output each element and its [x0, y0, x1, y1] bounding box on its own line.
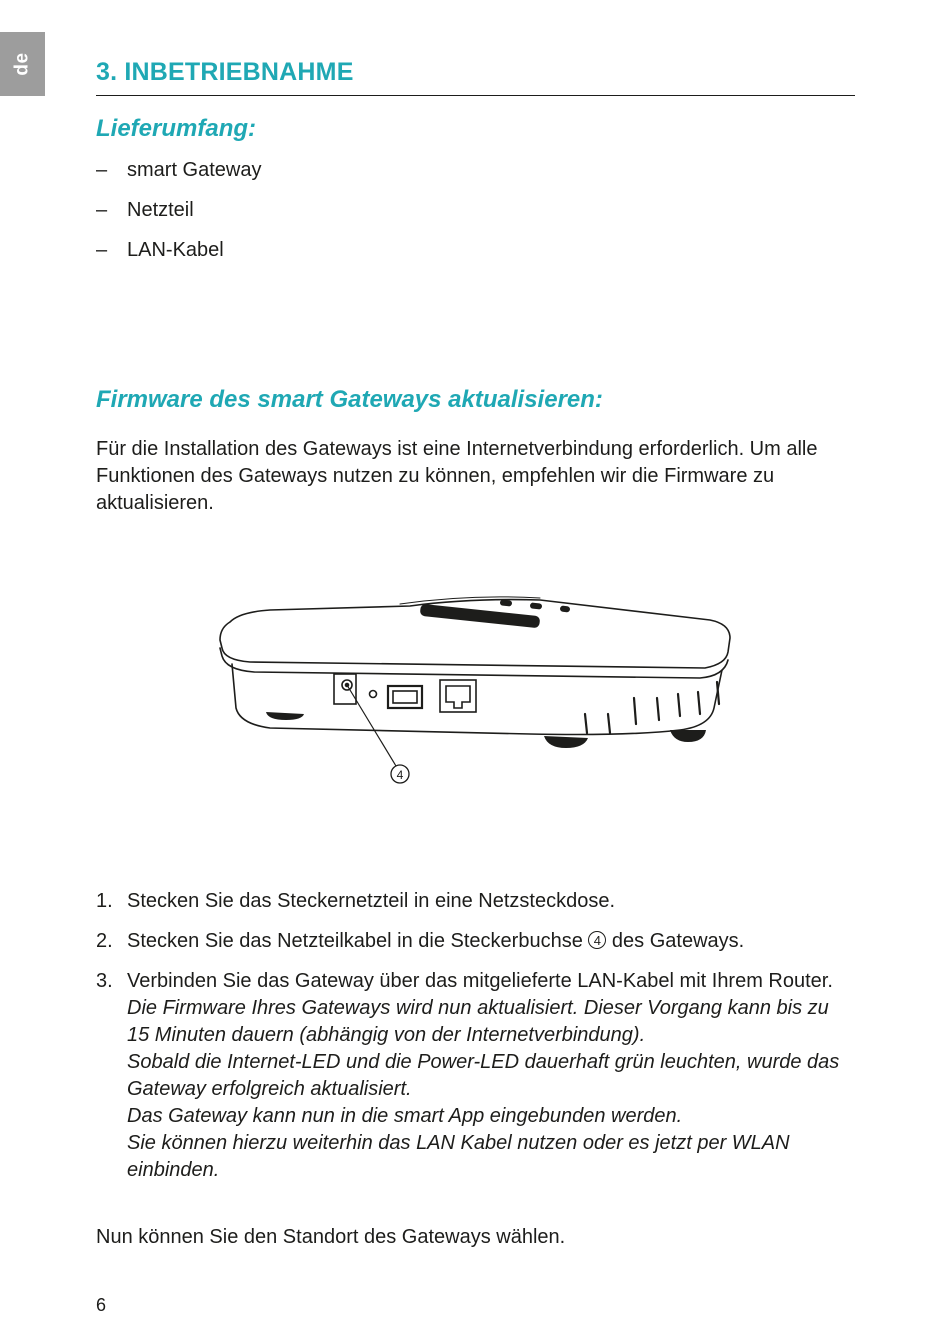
step-note: Die Firmware Ihres Gateways wird nun aktualisiert. Dieser Vorgang kann bis zu 15 Minuten dauern (abhängig von der Internetverbindung). — [127, 997, 829, 1046]
gateway-foot — [266, 712, 304, 720]
callout-reference: 4 — [588, 931, 606, 949]
dash-marker: – — [96, 159, 108, 181]
step-number: 3. — [96, 970, 113, 992]
language-label: de — [11, 52, 33, 76]
step-note: Das Gateway kann nun in die smart App eingebunden werden. — [127, 1105, 683, 1127]
list-item-text: Netzteil — [127, 199, 194, 221]
chapter-title: 3. INBETRIEBNAHME — [96, 58, 354, 86]
step-number: 1. — [96, 890, 113, 912]
firmware-intro: Für die Installation des Gateways ist eine Internetverbindung erforderlich. Um alle Funktionen des Gateways nutzen zu können, empfehlen wir die Firmware zu aktualisieren. — [96, 438, 818, 514]
step-text: Stecken Sie das Steckernetzteil in eine Netzsteckdose. — [127, 890, 616, 912]
dash-marker: – — [96, 199, 108, 221]
step-note: Sobald die Internet-LED und die Power-LED dauerhaft grün leuchten, wurde das Gateway erfolgreich aktualisiert. — [127, 1051, 840, 1100]
step-note: Sie können hierzu weiterhin das LAN Kabel nutzen oder es jetzt per WLAN einbinden. — [127, 1132, 790, 1181]
list-item-text: smart Gateway — [127, 159, 262, 181]
step-item — [96, 928, 856, 955]
gateway-foot — [544, 736, 588, 748]
step-item — [96, 888, 856, 915]
gateway-foot — [670, 730, 706, 742]
step-number: 2. — [96, 930, 113, 952]
scope-heading: Lieferumfang: — [96, 115, 257, 142]
list-item-text: LAN-Kabel — [127, 239, 224, 261]
callout-number: 4 — [396, 768, 404, 782]
reset-button — [370, 691, 377, 698]
language-tab — [0, 32, 45, 96]
gateway-illustration — [210, 590, 740, 795]
step-text: Verbinden Sie das Gateway über das mitgelieferte LAN-Kabel mit Ihrem Router. — [127, 970, 833, 992]
page-number: 6 — [96, 1295, 107, 1315]
step-text: Stecken Sie das Netzteilkabel in die Steckerbuchse — [127, 930, 589, 952]
firmware-heading: Firmware des smart Gateways aktualisieren: — [96, 386, 603, 413]
title-divider — [96, 95, 855, 96]
step-item — [96, 968, 856, 1184]
closing-text: Nun können Sie den Standort des Gateways wählen. — [96, 1226, 566, 1248]
gateway-logo — [420, 604, 541, 628]
setup-steps — [96, 888, 856, 1197]
step-text: des Gateways. — [606, 930, 745, 952]
dash-marker: – — [96, 239, 108, 261]
